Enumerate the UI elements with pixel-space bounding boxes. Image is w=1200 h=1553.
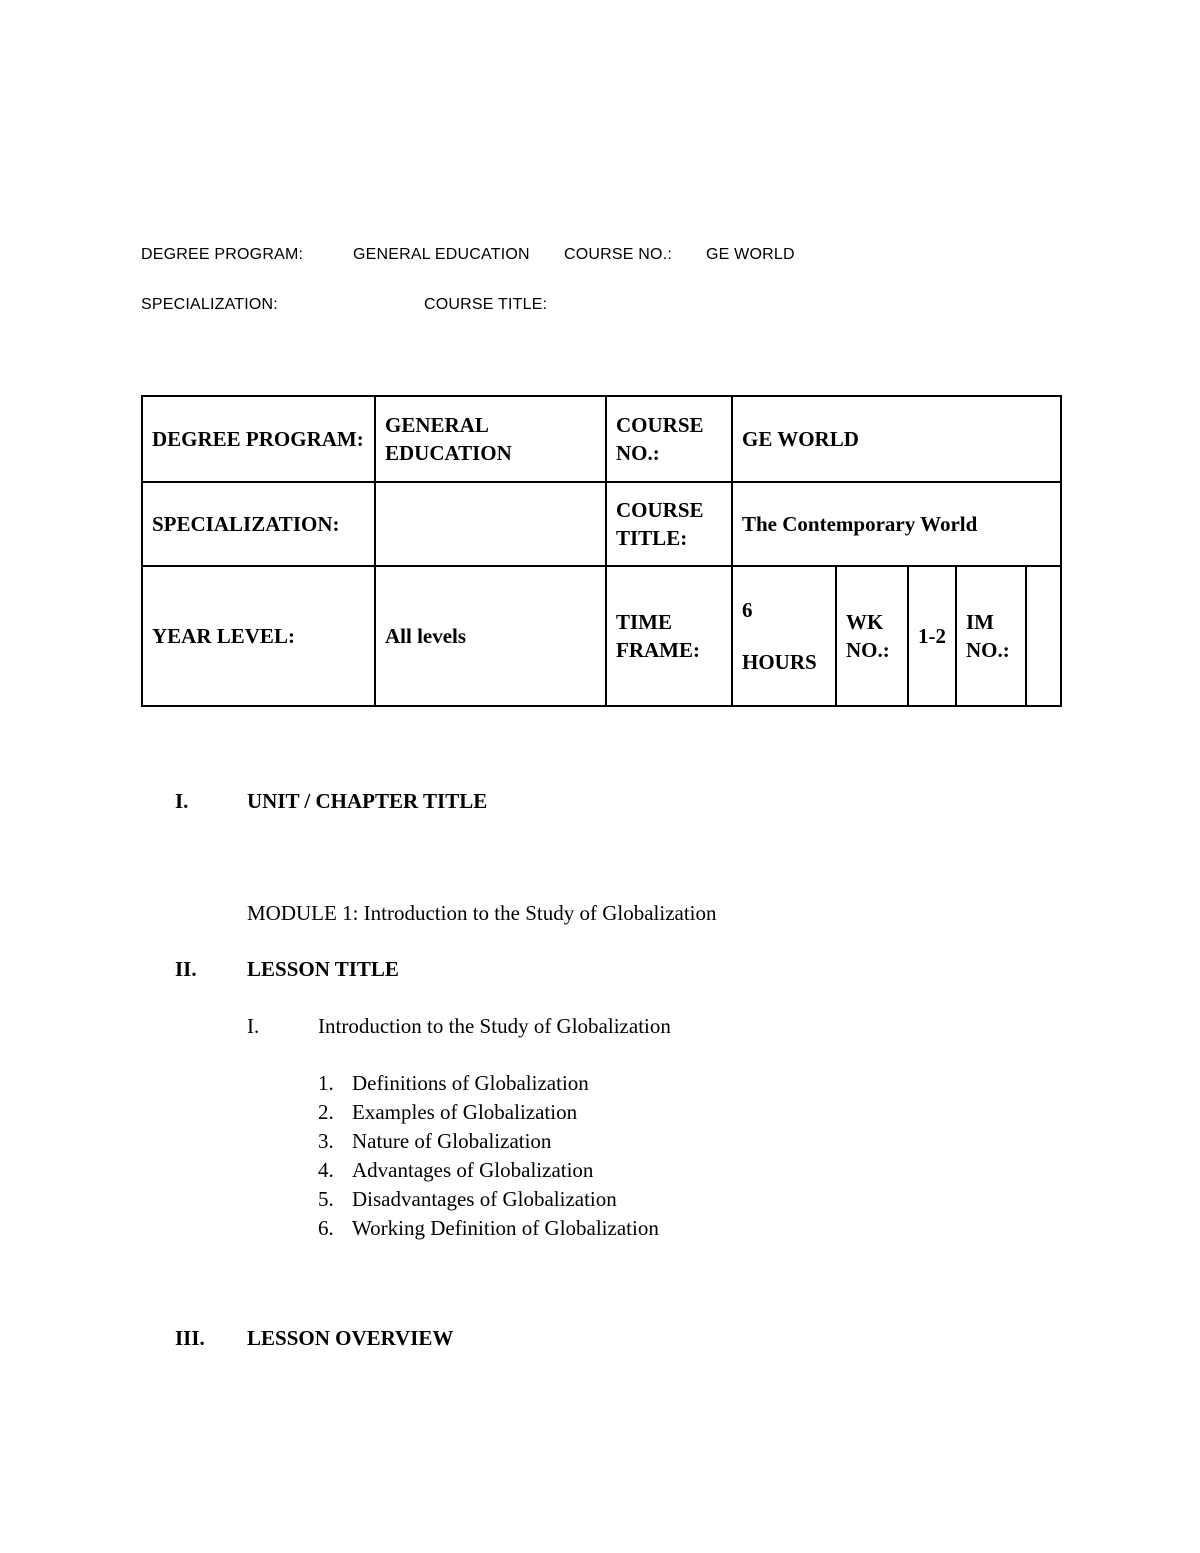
- table-row: [142, 566, 1061, 706]
- list-item: 2. Examples of Globalization: [318, 1100, 578, 1124]
- header-course-no-value: GE WORLD: [706, 246, 795, 263]
- list-item: 4. Advantages of Globalization: [318, 1158, 594, 1182]
- header-specialization-label: SPECIALIZATION:: [141, 296, 278, 313]
- specialization-value-cell: [375, 482, 606, 566]
- module-title: MODULE 1: Introduction to the Study of Globalization: [247, 901, 717, 925]
- wk-no-value-cell: 1-2: [908, 566, 956, 706]
- table-row: [142, 482, 1061, 566]
- specialization-label-cell: SPECIALIZATION:: [142, 482, 375, 566]
- time-frame-label-cell: TIME FRAME:: [606, 566, 732, 706]
- time-frame-number: 6: [742, 598, 753, 622]
- list-item: 6. Working Definition of Globalization: [318, 1216, 659, 1240]
- im-no-value-cell: [1026, 566, 1061, 706]
- lesson-sub-number: I.: [247, 1014, 260, 1038]
- section-title-overview: LESSON OVERVIEW: [247, 1326, 454, 1350]
- header-degree-program-label: DEGREE PROGRAM:: [141, 246, 304, 263]
- list-item: 5. Disadvantages of Globalization: [318, 1187, 617, 1211]
- section-number-unit: I.: [175, 789, 189, 813]
- course-no-label-cell: COURSE NO.:: [606, 396, 732, 482]
- header-course-no-label: COURSE NO.:: [564, 246, 672, 263]
- lesson-sub-title: Introduction to the Study of Globalization: [318, 1014, 671, 1038]
- section-number-lesson: II.: [175, 957, 197, 981]
- course-title-value-cell: The Contemporary World: [732, 482, 1061, 566]
- section-title-unit: UNIT / CHAPTER TITLE: [247, 789, 488, 813]
- wk-no-label-cell: WK NO.:: [836, 566, 908, 706]
- year-level-value-cell: All levels: [375, 566, 606, 706]
- course-title-label-cell: COURSE TITLE:: [606, 482, 732, 566]
- topic-list: [318, 1069, 659, 1243]
- course-no-value-cell: GE WORLD: [732, 396, 1061, 482]
- section-number-overview: III.: [175, 1326, 205, 1350]
- header-course-title-label: COURSE TITLE:: [424, 296, 548, 313]
- header-degree-program-value: GENERAL EDUCATION: [353, 246, 530, 263]
- year-level-label-cell: YEAR LEVEL:: [142, 566, 375, 706]
- time-frame-value-cell: [732, 566, 836, 706]
- list-item: 3. Nature of Globalization: [318, 1129, 552, 1153]
- course-info-table: [141, 395, 1062, 707]
- im-no-label-cell: IM NO.:: [956, 566, 1026, 706]
- table-row: [142, 396, 1061, 482]
- time-frame-unit: HOURS: [742, 650, 817, 674]
- degree-program-label-cell: DEGREE PROGRAM:: [142, 396, 375, 482]
- degree-program-value-cell: GENERAL EDUCATION: [375, 396, 606, 482]
- list-item: 1. Definitions of Globalization: [318, 1071, 589, 1095]
- section-title-lesson: LESSON TITLE: [247, 957, 399, 981]
